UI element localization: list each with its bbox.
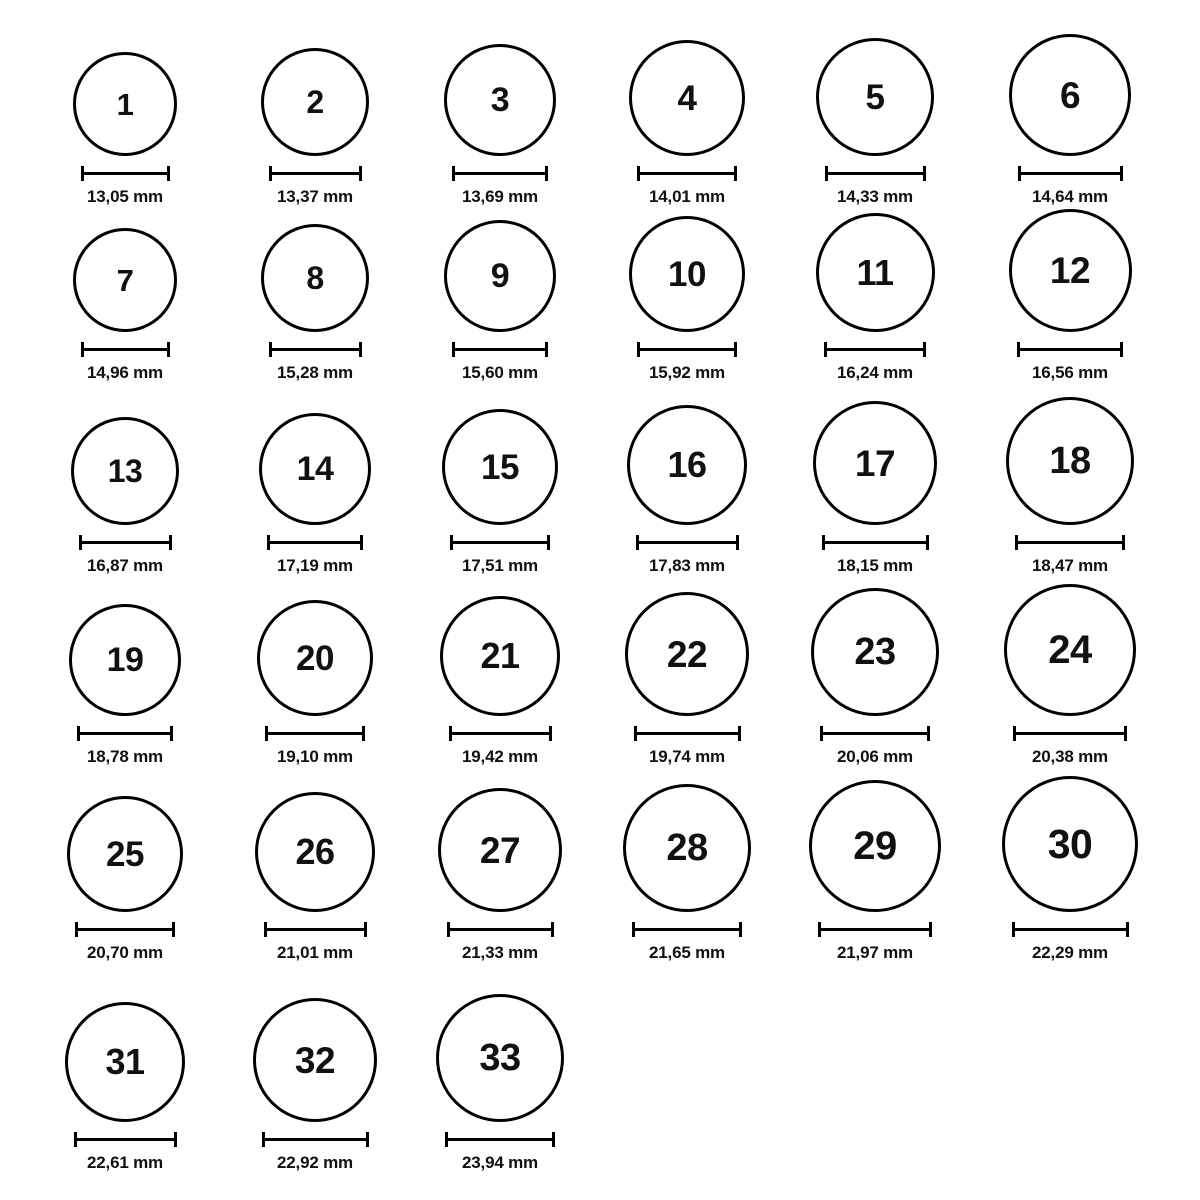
diameter-measure-bar — [1015, 535, 1125, 549]
diameter-label: 16,56 mm — [1032, 363, 1108, 382]
ring-size-cell — [426, 994, 574, 1173]
diameter-measure-bar — [75, 922, 175, 936]
measure-line — [450, 541, 550, 544]
ring-size-number: 20 — [296, 638, 334, 678]
measure-cap-left — [81, 166, 84, 181]
measure-cap-right — [362, 726, 365, 741]
measure-cap-left — [265, 726, 268, 741]
diameter-label: 22,29 mm — [1032, 943, 1108, 962]
ring-circle — [261, 224, 369, 332]
ring-size-number: 12 — [1049, 250, 1091, 291]
measure-cap-right — [734, 342, 737, 357]
diameter-measure-bar — [81, 166, 170, 180]
diameter-label: 21,01 mm — [277, 943, 353, 962]
ring-size-cell — [803, 401, 947, 576]
diameter-measure-bar — [452, 166, 548, 180]
ring-circle — [1004, 584, 1136, 716]
measure-cap-left — [452, 166, 455, 181]
diameter-label: 18,15 mm — [837, 556, 913, 575]
measure-line — [264, 928, 367, 931]
ring-size-number: 19 — [106, 641, 144, 679]
diameter-label: 14,01 mm — [649, 187, 725, 206]
measure-line — [269, 348, 362, 351]
measure-line — [77, 732, 173, 735]
ring-size-number: 8 — [306, 260, 324, 296]
ring-circle — [65, 1002, 185, 1122]
diameter-label: 17,51 mm — [462, 556, 538, 575]
measure-cap-right — [738, 726, 741, 741]
measure-cap-right — [739, 922, 742, 937]
measure-cap-right — [734, 166, 737, 181]
diameter-label: 13,69 mm — [462, 187, 538, 206]
ring-size-cell — [63, 52, 187, 207]
measure-line — [1015, 541, 1125, 544]
measure-cap-left — [262, 1132, 265, 1147]
measure-line — [75, 928, 175, 931]
ring-size-number: 9 — [490, 257, 510, 295]
ring-size-number: 1 — [116, 86, 134, 122]
ring-size-cell — [994, 584, 1146, 767]
ring-circle — [259, 413, 371, 525]
ring-size-cell — [615, 592, 759, 767]
ring-circle — [816, 38, 934, 156]
ring-size-cell — [619, 40, 755, 207]
diameter-label: 22,61 mm — [87, 1153, 163, 1172]
diameter-label: 21,65 mm — [649, 943, 725, 962]
measure-line — [1018, 172, 1123, 175]
ring-size-cell — [63, 228, 187, 383]
measure-cap-right — [927, 726, 930, 741]
measure-cap-right — [1120, 166, 1123, 181]
measure-line — [452, 348, 548, 351]
measure-cap-left — [264, 922, 267, 937]
ring-circle — [73, 228, 177, 332]
measure-cap-left — [1012, 922, 1015, 937]
ring-circle — [629, 40, 745, 156]
ring-size-number: 4 — [677, 78, 697, 118]
measure-cap-right — [1120, 342, 1123, 357]
diameter-measure-bar — [77, 726, 173, 740]
ring-size-cell — [806, 38, 944, 207]
diameter-measure-bar — [632, 922, 742, 936]
measure-line — [452, 172, 548, 175]
ring-circle — [629, 216, 745, 332]
diameter-label: 15,28 mm — [277, 363, 353, 382]
diameter-measure-bar — [1013, 726, 1127, 740]
measure-cap-left — [447, 922, 450, 937]
diameter-label: 20,06 mm — [837, 747, 913, 766]
measure-cap-right — [359, 166, 362, 181]
ring-size-number: 28 — [666, 827, 708, 869]
diameter-measure-bar — [445, 1132, 555, 1146]
measure-cap-left — [634, 726, 637, 741]
diameter-label: 14,96 mm — [87, 363, 163, 382]
ring-size-number: 29 — [853, 824, 897, 868]
ring-circle — [440, 596, 560, 716]
diameter-measure-bar — [79, 535, 172, 549]
measure-cap-left — [81, 342, 84, 357]
ring-circle — [625, 592, 749, 716]
ring-circle — [257, 600, 373, 716]
measure-line — [1012, 928, 1129, 931]
ring-size-number: 27 — [479, 829, 521, 871]
ring-circle — [816, 213, 935, 332]
measure-cap-left — [1018, 166, 1021, 181]
ring-circle — [253, 998, 377, 1122]
ring-size-number: 6 — [1059, 74, 1081, 116]
ring-size-number: 11 — [856, 251, 894, 293]
diameter-label: 17,83 mm — [649, 556, 725, 575]
diameter-measure-bar — [636, 535, 739, 549]
diameter-measure-bar — [269, 166, 362, 180]
measure-line — [822, 541, 929, 544]
measure-cap-left — [822, 535, 825, 550]
diameter-measure-bar — [820, 726, 930, 740]
diameter-measure-bar — [264, 922, 367, 936]
measure-cap-right — [366, 1132, 369, 1147]
diameter-measure-bar — [818, 922, 932, 936]
measure-line — [269, 172, 362, 175]
ring-size-number: 31 — [105, 1041, 145, 1082]
diameter-label: 21,97 mm — [837, 943, 913, 962]
diameter-measure-bar — [825, 166, 926, 180]
ring-circle — [442, 409, 558, 525]
ring-size-number: 10 — [668, 254, 706, 294]
measure-cap-left — [636, 535, 639, 550]
ring-size-cell — [806, 213, 945, 383]
diameter-label: 23,94 mm — [462, 1153, 538, 1172]
ring-size-cell — [613, 784, 761, 963]
measure-cap-left — [79, 535, 82, 550]
measure-line — [1013, 732, 1127, 735]
measure-line — [637, 172, 737, 175]
ring-circle — [1002, 776, 1138, 912]
measure-cap-left — [818, 922, 821, 937]
ring-size-cell — [57, 796, 193, 963]
diameter-label: 22,92 mm — [277, 1153, 353, 1172]
ring-size-cell — [243, 998, 387, 1173]
ring-circle — [69, 604, 181, 716]
ring-size-cell — [61, 417, 189, 576]
measure-cap-right — [551, 922, 554, 937]
diameter-measure-bar — [824, 342, 926, 356]
diameter-label: 15,60 mm — [462, 363, 538, 382]
ring-size-cell — [245, 792, 385, 963]
ring-size-cell — [799, 780, 951, 963]
diameter-label: 15,92 mm — [649, 363, 725, 382]
ring-circle — [71, 417, 179, 525]
diameter-label: 20,70 mm — [87, 943, 163, 962]
ring-circle — [67, 796, 183, 912]
ring-size-cell — [428, 788, 572, 963]
measure-line — [818, 928, 932, 931]
measure-cap-right — [929, 922, 932, 937]
ring-size-cell — [251, 224, 379, 383]
ring-size-cell — [434, 220, 566, 383]
measure-cap-right — [172, 922, 175, 937]
ring-size-number: 15 — [481, 447, 519, 487]
measure-cap-left — [269, 166, 272, 181]
ring-size-number: 2 — [306, 84, 324, 120]
ring-size-cell — [992, 776, 1148, 963]
diameter-label: 19,42 mm — [462, 747, 538, 766]
diameter-measure-bar — [634, 726, 741, 740]
measure-cap-left — [75, 922, 78, 937]
measure-cap-left — [450, 535, 453, 550]
diameter-label: 17,19 mm — [277, 556, 353, 575]
measure-cap-right — [736, 535, 739, 550]
measure-cap-right — [167, 166, 170, 181]
measure-cap-left — [820, 726, 823, 741]
measure-cap-left — [452, 342, 455, 357]
measure-cap-left — [77, 726, 80, 741]
measure-line — [445, 1138, 555, 1141]
measure-cap-right — [167, 342, 170, 357]
diameter-label: 19,10 mm — [277, 747, 353, 766]
measure-line — [447, 928, 554, 931]
measure-line — [79, 541, 172, 544]
diameter-measure-bar — [449, 726, 552, 740]
ring-circle — [436, 994, 564, 1122]
measure-cap-left — [445, 1132, 448, 1147]
measure-cap-right — [552, 1132, 555, 1147]
measure-line — [820, 732, 930, 735]
diameter-measure-bar — [74, 1132, 177, 1146]
ring-size-number: 32 — [294, 1039, 336, 1081]
diameter-measure-bar — [1017, 342, 1123, 356]
diameter-measure-bar — [262, 1132, 369, 1146]
measure-cap-left — [1017, 342, 1020, 357]
measure-line — [267, 541, 363, 544]
measure-cap-right — [169, 535, 172, 550]
measure-cap-left — [269, 342, 272, 357]
measure-line — [632, 928, 742, 931]
measure-cap-right — [1122, 535, 1125, 550]
ring-size-cell — [996, 397, 1144, 576]
diameter-label: 16,24 mm — [837, 363, 913, 382]
measure-cap-right — [926, 535, 929, 550]
diameter-label: 20,38 mm — [1032, 747, 1108, 766]
ring-size-cell — [432, 409, 568, 576]
ring-size-number: 5 — [865, 77, 885, 117]
measure-line — [634, 732, 741, 735]
ring-circle — [623, 784, 751, 912]
ring-size-cell — [617, 405, 757, 576]
measure-line — [262, 1138, 369, 1141]
ring-size-number: 18 — [1049, 440, 1091, 482]
ring-size-cell — [59, 604, 191, 767]
ring-size-cell — [430, 596, 570, 767]
ring-size-cell — [249, 413, 381, 576]
ring-size-number: 26 — [295, 831, 335, 872]
diameter-measure-bar — [822, 535, 929, 549]
ring-circle — [627, 405, 747, 525]
ring-circle — [261, 48, 369, 156]
measure-cap-left — [637, 342, 640, 357]
diameter-measure-bar — [637, 166, 737, 180]
diameter-label: 19,74 mm — [649, 747, 725, 766]
ring-size-number: 24 — [1048, 628, 1092, 672]
ring-size-number: 7 — [116, 262, 134, 298]
diameter-label: 16,87 mm — [87, 556, 163, 575]
diameter-measure-bar — [450, 535, 550, 549]
ring-circle — [255, 792, 375, 912]
ring-size-number: 16 — [667, 444, 707, 485]
ring-size-cell — [251, 48, 379, 207]
diameter-label: 18,47 mm — [1032, 556, 1108, 575]
measure-cap-left — [824, 342, 827, 357]
measure-cap-right — [923, 166, 926, 181]
diameter-measure-bar — [637, 342, 737, 356]
measure-cap-right — [549, 726, 552, 741]
diameter-label: 14,64 mm — [1032, 187, 1108, 206]
ring-size-cell — [55, 1002, 195, 1173]
ring-size-number: 3 — [490, 81, 510, 119]
measure-cap-right — [170, 726, 173, 741]
ring-size-cell — [801, 588, 949, 767]
ring-size-number: 25 — [106, 834, 144, 874]
measure-cap-left — [449, 726, 452, 741]
ring-circle — [1009, 34, 1131, 156]
ring-circle — [1009, 209, 1132, 332]
ring-circle — [811, 588, 939, 716]
measure-line — [825, 172, 926, 175]
diameter-label: 18,78 mm — [87, 747, 163, 766]
diameter-measure-bar — [269, 342, 362, 356]
measure-line — [81, 348, 170, 351]
ring-size-number: 33 — [479, 1037, 521, 1079]
measure-line — [636, 541, 739, 544]
ring-size-number: 22 — [666, 633, 708, 675]
diameter-measure-bar — [81, 342, 170, 356]
measure-cap-right — [174, 1132, 177, 1147]
measure-cap-left — [637, 166, 640, 181]
ring-size-number: 17 — [854, 442, 896, 484]
measure-cap-right — [364, 922, 367, 937]
measure-cap-left — [74, 1132, 77, 1147]
ring-size-number: 13 — [107, 453, 143, 489]
measure-cap-left — [825, 166, 828, 181]
ring-size-cell — [619, 216, 755, 383]
measure-cap-right — [1124, 726, 1127, 741]
ring-circle — [1006, 397, 1134, 525]
diameter-label: 14,33 mm — [837, 187, 913, 206]
ring-size-number: 21 — [480, 635, 520, 676]
ring-circle — [438, 788, 562, 912]
ring-circle — [73, 52, 177, 156]
diameter-measure-bar — [452, 342, 548, 356]
ring-size-number: 23 — [854, 631, 896, 673]
measure-cap-right — [545, 342, 548, 357]
ring-size-cell — [999, 34, 1141, 207]
measure-cap-right — [359, 342, 362, 357]
measure-line — [637, 348, 737, 351]
ring-circle — [444, 44, 556, 156]
measure-line — [449, 732, 552, 735]
ring-circle — [813, 401, 937, 525]
diameter-measure-bar — [1012, 922, 1129, 936]
diameter-label: 21,33 mm — [462, 943, 538, 962]
ring-size-number: 30 — [1047, 820, 1093, 867]
measure-line — [74, 1138, 177, 1141]
measure-cap-right — [547, 535, 550, 550]
diameter-label: 13,05 mm — [87, 187, 163, 206]
measure-line — [81, 172, 170, 175]
diameter-label: 13,37 mm — [277, 187, 353, 206]
diameter-measure-bar — [267, 535, 363, 549]
ring-size-cell — [434, 44, 566, 207]
measure-line — [265, 732, 365, 735]
ring-size-number: 14 — [296, 450, 334, 488]
measure-cap-left — [267, 535, 270, 550]
measure-cap-right — [545, 166, 548, 181]
measure-cap-left — [632, 922, 635, 937]
measure-line — [1017, 348, 1123, 351]
measure-cap-left — [1015, 535, 1018, 550]
diameter-measure-bar — [447, 922, 554, 936]
measure-cap-right — [923, 342, 926, 357]
measure-cap-right — [1126, 922, 1129, 937]
ring-circle — [444, 220, 556, 332]
measure-cap-right — [360, 535, 363, 550]
diameter-measure-bar — [265, 726, 365, 740]
ring-size-cell — [999, 209, 1142, 383]
ring-size-cell — [247, 600, 383, 767]
measure-line — [824, 348, 926, 351]
measure-cap-left — [1013, 726, 1016, 741]
diameter-measure-bar — [1018, 166, 1123, 180]
ring-circle — [809, 780, 941, 912]
